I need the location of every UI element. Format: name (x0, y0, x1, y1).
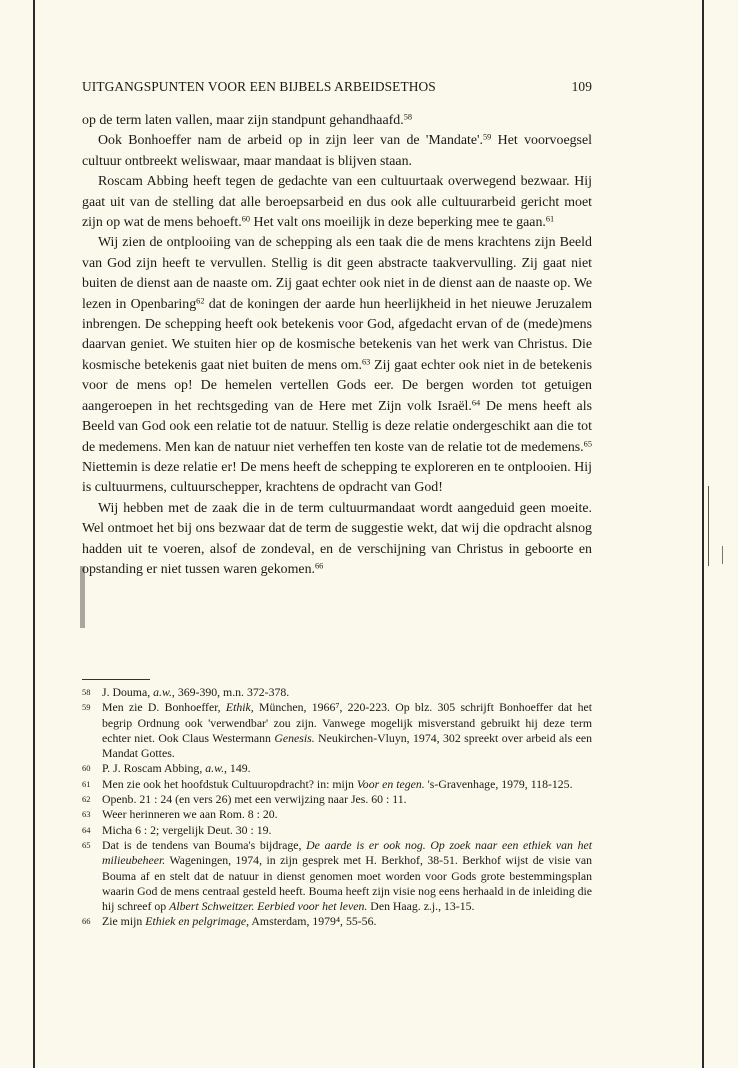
footnote-text: , 369-390, m.n. 372-378. (171, 685, 290, 699)
paragraph-4-text-d: De mens heeft als Beeld van God ook een relatie tot de natuur. Stellig is deze relatie ondergeschikt aan die tot de medemens. Men kan de natuur niet verheffen ten koste van de relatie tot de medemens. (82, 398, 592, 455)
footnote-61 (82, 777, 592, 792)
footnote-number: 61 (82, 778, 91, 789)
paragraph-4-text-a: Wij zien de ontplooiing van de schepping als een taak die de mens krachtens zijn Beeld van God zijn heeft te vervullen. Stellig is dit geen abstracte taakvervulling. Zij gaat niet buiten de dienst aan de naaste om. Zij gaat echter ook niet in de dienst aan de naaste op. We lezen in Openbaring (82, 235, 592, 312)
paragraph-4-text-b: dat de koningen der aarde hun heerlijkheid in het nieuwe Jeruzalem inbrengen. De schepping heeft ook betekenis voor God, afgedacht ervan of de (mede)mens daarvan geniet. We stuiten hier op de kosmische betekenis van het werk van Christus. Die kosmische betekenis gaat niet buiten de mens om. (82, 296, 592, 373)
footnote-text: Ethiek en pelgrimage, (145, 914, 250, 929)
page-edge-left (33, 0, 35, 1068)
footnote-text: Weer herinneren we aan Rom. 8 : 20. (102, 807, 278, 822)
footnote-ref-63: 63 (362, 357, 371, 367)
footnote-text: Wageningen, 1974, in zijn gesprek met H. Berkhof, 38-51. Berkhof wijst de visie van Bouma af en stelt dat de natuur in dienst genomen moet worden voor Gods grote bestemmingsplan waarin God de mens centraal gesteld heeft. Bouma heeft zijn visie nog eens herhaald in de inleiding die hij schreef op (102, 853, 592, 914)
running-title: UITGANGSPUNTEN VOOR EEN BIJBELS ARBEIDSETHOS (82, 79, 436, 94)
footnote-ref-64: 64 (471, 398, 481, 408)
footnote-text: Ethik, (225, 700, 254, 715)
page-edge-right (702, 0, 704, 1068)
footnote-text: Albert Schweitzer. Eerbied voor het leven. (169, 899, 368, 914)
footnote-66 (82, 914, 592, 929)
paragraph-3-text-a: Roscam Abbing heeft tegen de gedachte van een cultuurtaak overwegend bezwaar. Hij gaat uit van de stelling dat alle beroepsarbeid en dus ook alle cultuurarbeid gericht moet zijn op wat de mens behoeft. (82, 174, 592, 231)
paragraph-1-text: op de term laten vallen, maar zijn standpunt gehandhaafd. (82, 113, 404, 128)
footnote-ref-62: 62 (196, 296, 205, 306)
footnote-text: Men zie D. Bonhoeffer, (102, 700, 226, 715)
footnote-ref-66: 66 (315, 561, 324, 571)
paragraph-2-text-b: Het voorvoegsel cultuur ontbreekt weliswaar, maar mandaat is blijven staan. (82, 133, 592, 169)
running-header (82, 79, 592, 97)
footnote-text: Openb. 21 : 24 (en vers 26) met een verwijzing naar Jes. 60 : 11. (102, 792, 407, 807)
paragraph-4 (82, 233, 592, 498)
margin-pencil-mark (708, 486, 709, 566)
footnote-text: , 149. (224, 761, 251, 776)
footnote-ref-58: 58 (403, 112, 413, 122)
footnote-60 (82, 761, 592, 776)
footnote-text: Dat is de tendens van Bouma's bijdrage, (102, 837, 307, 852)
footnote-text: De aarde is er ook nog. Op zoek naar een ethiek van het milieubeheer. (102, 837, 592, 868)
footnote-text: 's-Gravenhage, 1979, 118-125. (424, 776, 573, 791)
footnote-number: 62 (82, 794, 91, 805)
footnote-59 (82, 700, 592, 761)
footnote-text: a.w. (153, 685, 172, 699)
margin-pencil-mark-small (722, 546, 723, 564)
footnote-separator (82, 679, 150, 680)
footnote-text: Neukirchen-Vluyn, 1974, 302 spreekt over arbeid als een Mandat Gottes. (102, 730, 592, 761)
footnote-text: Zie mijn (102, 914, 146, 929)
paragraph-5-text: Wij hebben met de zaak die in de term cultuurmandaat wordt aangeduid geen moeite. Wel ontmoet het bij ons bezwaar dat de term de suggestie wekt, dat wij die opdracht alsnog hadden uit te voeren, alsof de zondeval, en de verschijning van Christus in geboorte en opstanding er niet tussen waren gekomen. (82, 500, 592, 577)
footnote-text: Genesis. (274, 730, 315, 745)
paragraph-2 (82, 131, 592, 172)
paragraph-3-text-b: Het valt ons moeilijk in deze beperking mee te gaan. (250, 215, 546, 231)
footnote-ref-65: 65 (583, 438, 592, 448)
footnote-number: 64 (82, 824, 91, 835)
paragraph-1 (82, 111, 592, 131)
footnote-ref-61: 61 (545, 214, 555, 224)
paragraph-4-text-c: Zij gaat echter ook niet in de betekenis voor de mens op! De hemelen vertellen Gods eer. De bergen worden tot getuigen aangeroepen in het rechtsgeding van de Here met Zijn volk Israël. (82, 357, 592, 414)
footnote-text: J. Douma, (102, 685, 154, 699)
footnote-58 (82, 685, 592, 700)
footnote-number: 65 (82, 839, 91, 850)
footnote-62 (82, 792, 592, 807)
footnote-text: Voor en tegen. (356, 776, 425, 791)
footnote-text: Den Haag. z.j., 13-15. (367, 899, 475, 914)
footnote-65 (82, 838, 592, 914)
footnote-64 (82, 823, 592, 838)
footnote-text: a.w. (205, 761, 225, 776)
footnote-number: 60 (82, 763, 91, 774)
paragraph-3 (82, 172, 592, 233)
footnote-text: Men zie ook het hoofdstuk Cultuuropdracht? in: mijn (102, 776, 357, 791)
footnote-text: Micha 6 : 2; vergelijk Deut. 30 : 19. (102, 822, 272, 837)
footnote-number: 63 (82, 809, 91, 820)
page-number: 109 (571, 79, 592, 94)
paragraph-2-text-a: Ook Bonhoeffer nam de arbeid op in zijn leer van de 'Mandate'. (98, 133, 484, 149)
paragraph-4-text-e: Niettemin is deze relatie er! De mens heeft de schepping te exploreren en te ontplooien. Hij is cultuurmens, cultuurschepper, krachtens de opdracht van God! (82, 459, 592, 496)
footnote-text: München, 1966⁷, 220-223. Op blz. 305 schrijft Bonhoeffer dat het begrip Ordnung ook 'verwendbar' zou zijn. Vanwege mogelijk misverstand gebruikt hij deze term echter niet. Ook Claus Westermann (102, 700, 592, 745)
footnote-63 (82, 807, 592, 822)
footnote-number: 66 (82, 916, 91, 927)
footnote-text: Amsterdam, 1979⁴, 55-56. (249, 914, 377, 929)
main-text (82, 111, 592, 580)
footnote-number: 59 (82, 702, 91, 713)
footnote-ref-59: 59 (483, 132, 492, 142)
footnote-text: P. J. Roscam Abbing, (102, 761, 206, 776)
paragraph-5 (82, 499, 592, 581)
footnote-ref-60: 60 (241, 214, 251, 224)
footnote-number: 58 (82, 687, 91, 697)
footnotes (82, 685, 592, 930)
